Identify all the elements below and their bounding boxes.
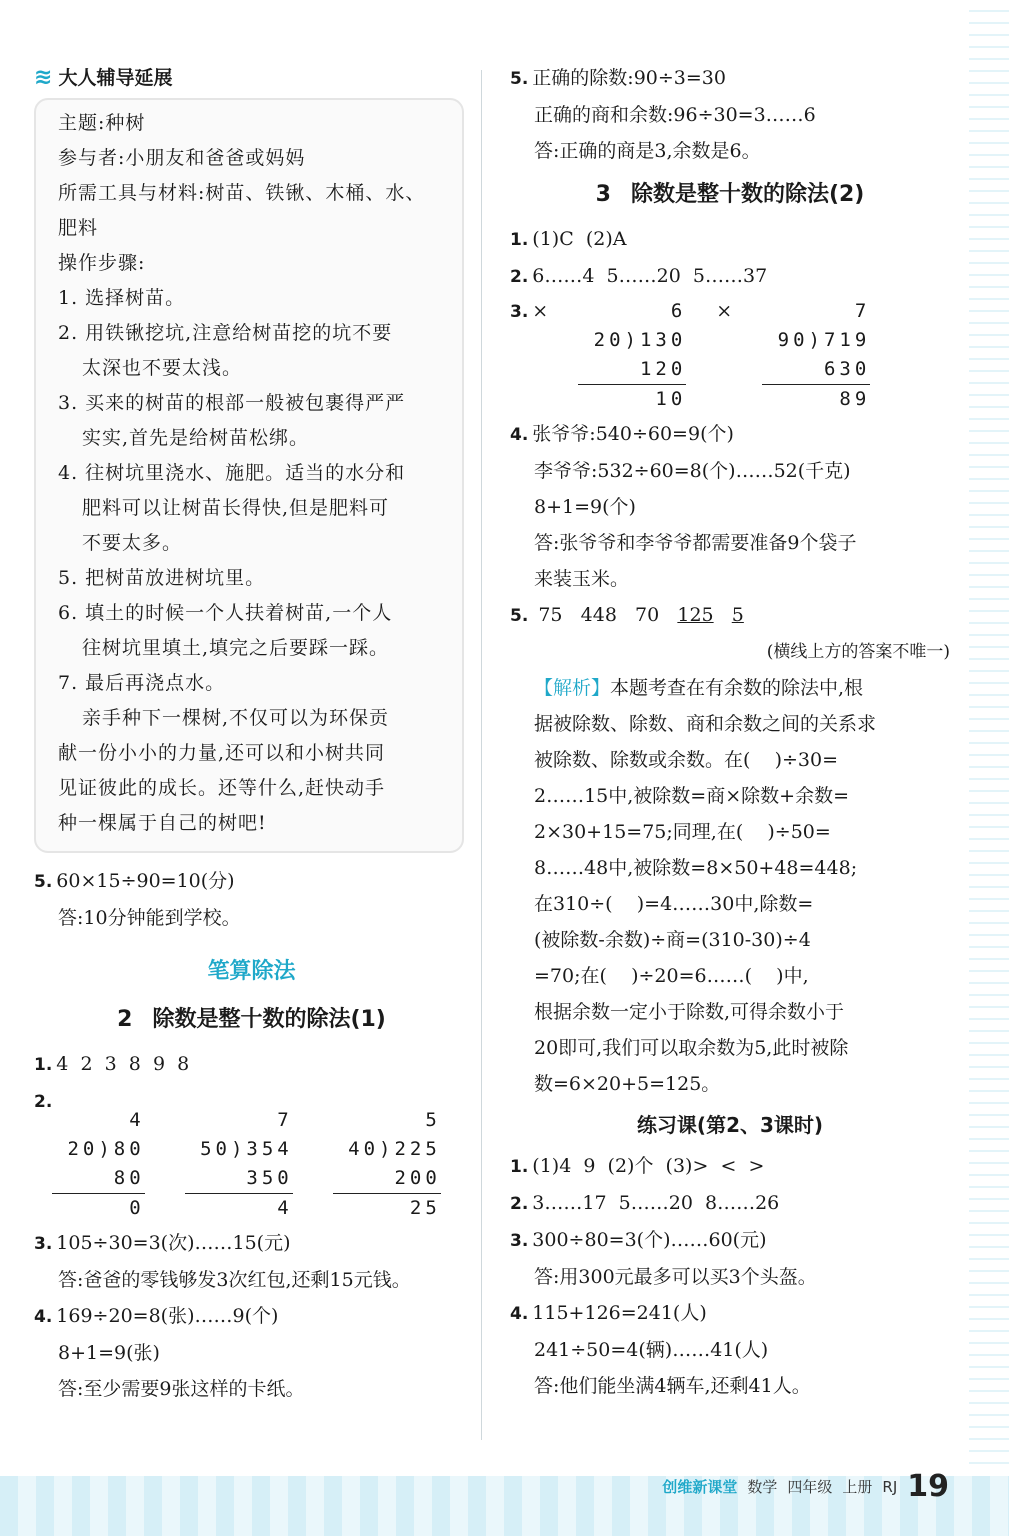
ending-1: 亲手种下一棵树,不仅可以为环保贡 [82,707,390,729]
wrong-mark-2: × [716,300,733,322]
left-a4: 4. 169÷20=8(张)……9(个) [34,1305,279,1327]
step-4-cont2: 不要太多。 [82,532,183,554]
ending-4: 种一棵属于自己的树吧! [58,812,267,834]
left-a4-answer: 答:至少需要9张这样的卡纸。 [58,1378,305,1400]
step-2: 2. 用铁锹挖坑,注意给树苗挖的坑不要 [58,322,393,344]
extend-steps-title: 操作步骤: [58,252,146,274]
right-b2: 2. 6……4 5……20 5……37 [510,265,768,287]
edition-label: RJ [882,1477,898,1496]
step-3-cont: 实实,首先是给树苗松绑。 [82,427,310,449]
wrong-mark-1: × [532,300,549,322]
step-3: 3. 买来的树苗的根部一般被包裹得严严 [58,392,406,414]
extend-participants: 参与者:小朋友和爸爸或妈妈 [58,147,306,169]
right-b5-note: (横线上方的答案不唯一) [766,642,950,662]
step-2-cont: 太深也不要太浅。 [82,357,243,379]
right-c1: 1. (1)4 9 (2)个 (3)> < > [510,1155,765,1177]
right-b4-answer: 答:张爷爷和李爷爷都需要准备9个袋子 [534,532,857,554]
explain-tag: 【解析】 [534,677,611,699]
right-c3-answer: 答:用300元最多可以买3个头盔。 [534,1266,817,1288]
ending-2: 献一份小小的力量,还可以和小树共同 [58,742,386,764]
step-7: 7. 最后再浇点水。 [58,672,226,694]
left-a2-divisions [34,1106,469,1223]
extend-tools: 所需工具与材料:树苗、铁锹、木桶、水、 [58,182,426,204]
right-c4-step2: 241÷50=4(辆)……41(人) [534,1339,769,1361]
long-division-4: 6 20)130 120 10 [578,300,687,410]
left-q5-answer: 答:10分钟能到学校。 [58,907,241,929]
side-decoration [969,0,1009,1470]
left-a1: 1. 4 2 3 8 9 8 [34,1053,190,1075]
page-footer [662,1469,949,1504]
left-q5: 5. 60×15÷90=10(分) [34,870,235,892]
lesson-3-title: 3 除数是整十数的除法(2) [595,182,865,207]
extend-tools-cont: 肥料 [58,217,99,239]
step-4-cont: 肥料可以让树苗长得快,但是肥料可 [82,497,390,519]
left-a3-answer: 答:爸爸的零钱够发3次红包,还剩15元钱。 [58,1269,411,1291]
step-1: 1. 选择树苗。 [58,287,186,309]
right-b4-step3: 8+1=9(个) [534,496,636,518]
volume-label: 上册 [842,1478,873,1496]
left-a4-step2: 8+1=9(张) [58,1342,160,1364]
page-number: 19 [907,1469,949,1504]
step-4: 4. 往树坑里浇水、施肥。适当的水分和 [58,462,406,484]
ending-3: 见证彼此的成长。还等什么,赶快动手 [58,777,386,799]
right-c4-answer: 答:他们能坐满4辆车,还剩41人。 [534,1375,811,1397]
section-title: 笔算除法 [207,959,296,984]
wave-icon: ≋ [34,65,53,90]
right-q5-answer: 答:正确的商是3,余数是6。 [534,140,761,162]
explanation: 【解析】本题考查在有余数的除法中,根 据被除数、除数、商和余数之间的关系求 被除数、除数或余数。在( )÷30= 2……15中,被除数=商×除数+余数= 2×30+15=75;同理,在( )÷50= 8……48中,被除数=8×50+48=448; 在310÷( )=4……30中,除数= (被除数-余数)÷商=(310-30)÷4 =70;在( )÷20=6……( )中, 根据余数一定小于除数,可得余数小于 20即可,我们可以取余数为5,此时被除 数=6×20+5=125。 [534,677,877,1095]
lesson-2-title: 2 除数是整十数的除法(1) [117,1007,386,1032]
right-b4: 4. 张爷爷:540÷60=9(个) [510,423,734,445]
right-b4-answer-cont: 来装玉米。 [534,568,630,590]
long-division-3: 5 40)225 200 25 [332,1109,441,1219]
grade-label: 四年级 [787,1478,833,1496]
step-5: 5. 把树苗放进树坑里。 [58,567,266,589]
left-column [34,60,469,1407]
right-c2: 2. 3……17 5……20 8……26 [510,1192,780,1214]
right-b4-step2: 李爷爷:532÷60=8(个)……52(千克) [534,460,851,482]
long-division-1: 4 20)80 80 0 [52,1109,145,1219]
left-a3: 3. 105÷30=3(次)……15(元) [34,1232,291,1254]
column-divider [481,70,482,1440]
right-q5-step2: 正确的商和余数:96÷30=3……6 [534,104,816,126]
right-b1: 1. (1)C (2)A [510,228,627,250]
subject-label: 数学 [747,1478,778,1496]
step-6: 6. 填土的时候一个人扶着树苗,一个人 [58,602,393,624]
right-b5: 5. 75 448 70 125 5 [510,604,744,626]
practice-title: 练习课(第2、3课时) [636,1113,824,1137]
extend-title: ≋ 大人辅导延展 [34,60,469,96]
right-column [510,60,950,1404]
right-c3: 3. 300÷80=3(个)……60(元) [510,1229,767,1251]
step-6-cont: 往树坑里填土,填完之后要踩一踩。 [82,637,390,659]
extend-theme: 主题:种树 [58,112,146,134]
long-division-2: 7 50)354 350 4 [184,1109,293,1219]
brand-label: 创维新课堂 [662,1478,738,1496]
extend-box [34,98,464,853]
right-b3-divisions: 3. × 6 20)130 120 10 × 7 90)719 630 89 [510,297,950,414]
right-q5: 5. 正确的除数:90÷3=30 [510,67,726,89]
long-division-5: 7 90)719 630 89 [762,300,871,410]
left-a2: 2. [34,1092,53,1112]
right-c4: 4. 115+126=241(人) [510,1302,707,1324]
